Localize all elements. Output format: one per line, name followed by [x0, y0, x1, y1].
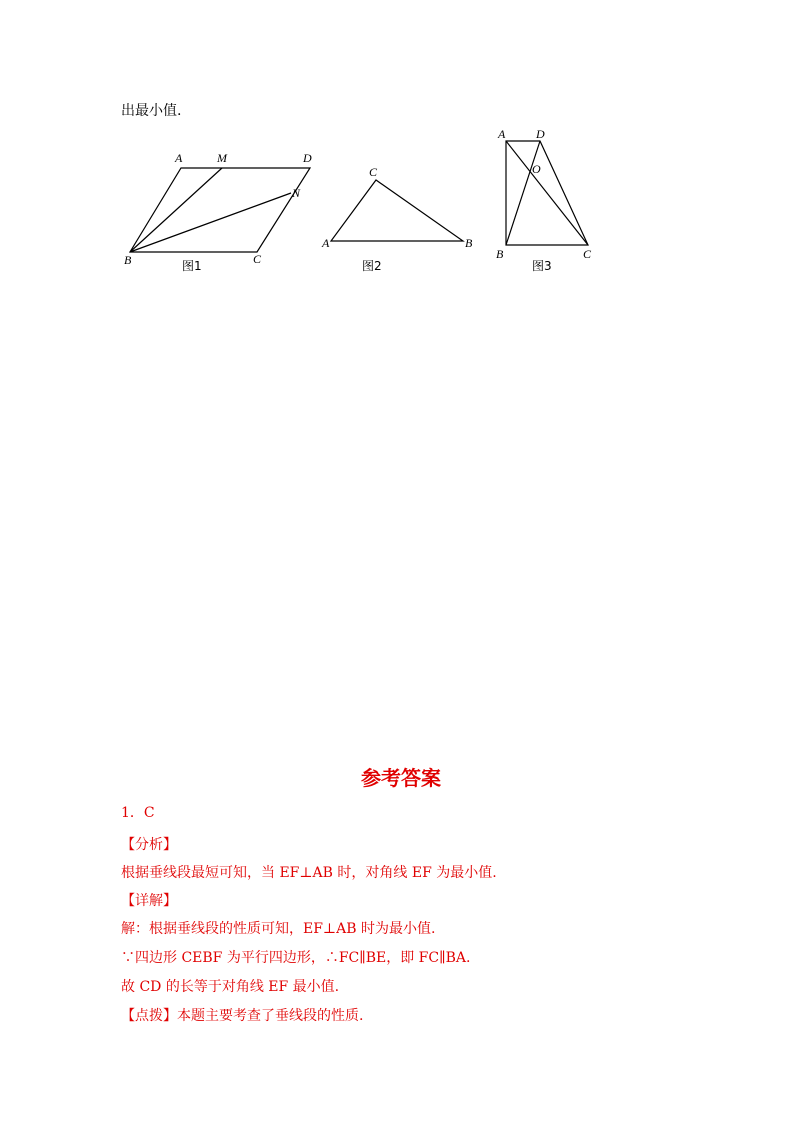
segment-bm	[130, 168, 222, 252]
detail-line-2: ∵四边形 CEBF 为平行四边形，∴FC∥BE，即 FC∥BA.	[121, 950, 471, 966]
fig1-label-a: A	[175, 151, 183, 165]
figure-2	[331, 180, 463, 241]
comment-heading: 【点拨】	[121, 1008, 177, 1024]
intro-text: 出最小值.	[121, 103, 182, 119]
fig3-label-b: B	[496, 247, 504, 261]
fig1-label-n: N	[292, 186, 301, 200]
fig2-label-c: C	[369, 165, 378, 179]
fig3-caption: 图3	[532, 259, 552, 273]
fig2-label-a: A	[322, 236, 330, 250]
comment-line	[121, 1005, 363, 1025]
fig3-label-d: D	[536, 127, 545, 141]
analysis-heading: 【分析】	[121, 837, 177, 853]
parallelogram-abcd	[130, 168, 310, 252]
figure-1	[130, 168, 310, 252]
segment-bn	[130, 193, 291, 252]
fig1-label-m: M	[217, 151, 227, 165]
fig3-label-o: O	[532, 162, 541, 176]
answer-item: 1．C	[121, 805, 155, 821]
detail-line-3: 故 CD 的长等于对角线 EF 最小值.	[121, 979, 340, 995]
fig2-label-b: B	[465, 236, 473, 250]
analysis-text: 根据垂线段最短可知，当 EF⊥AB 时，对角线 EF 为最小值.	[121, 865, 497, 881]
fig1-label-c: C	[253, 252, 262, 266]
fig1-label-d: D	[303, 151, 312, 165]
figure-3	[506, 141, 588, 245]
detail-line-1: 解：根据垂线段的性质可知，EF⊥AB 时为最小值.	[121, 921, 436, 937]
fig2-caption: 图2	[362, 259, 382, 273]
geometry-figures	[0, 0, 800, 300]
comment-text: 本题主要考查了垂线段的性质.	[177, 1008, 364, 1024]
fig1-label-b: B	[124, 253, 132, 267]
fig3-label-c: C	[583, 247, 592, 261]
fig1-caption: 图1	[182, 259, 202, 273]
fig3-label-a: A	[498, 127, 506, 141]
answer-title: 参考答案	[361, 766, 441, 790]
diagonal-bd	[506, 141, 540, 245]
triangle-abc	[331, 180, 463, 241]
detail-heading: 【详解】	[121, 893, 177, 909]
